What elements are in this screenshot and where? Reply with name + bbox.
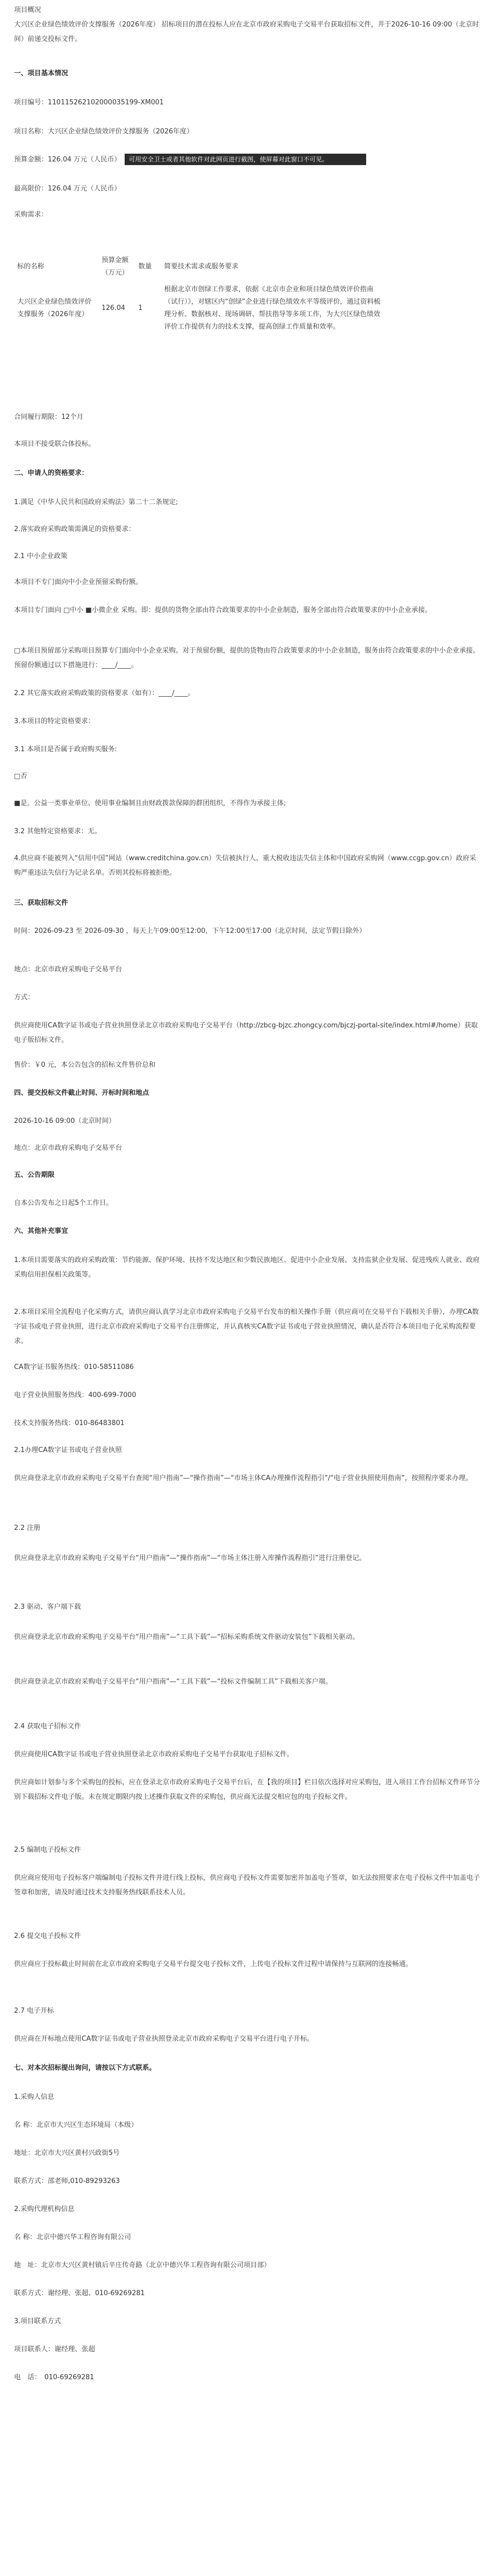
supplement-text: 2.3 驱动、客户端下载 — [14, 1603, 81, 1611]
license-hotline: 电子营业执照服务热线：400-699-7000 — [14, 1391, 137, 1399]
qualification-text: 2.2 其它落实政府采购政策的资格要求（如有）：____/____。 — [14, 689, 195, 697]
qualification-text: ■是。公益一类事业单位、使用事业编制且由财政拨款保障的群团组织，不得作为承接主体; — [14, 799, 286, 807]
section7-title: 七、对本次招标提出询问，请按以下方式联系。 — [14, 2064, 156, 2072]
qualification-text: 3.2 其他特定资格要求：无。 — [14, 828, 101, 835]
qualification-text: 3.1 本项目是否属于政府购买服务: — [14, 745, 117, 753]
document-price: 售价：￥0 元，本公告包含的招标文件售价总和 — [14, 1061, 156, 1069]
supplement-text: 供应商应于投标截止时间前在北京市政府采购电子交易平台提交电子投标文件，上传电子投标文件过程中请保持与互联网的连接畅通。 — [14, 1960, 413, 1968]
section4-title: 四、提交投标文件截止时间、开标时间和地点 — [14, 1089, 150, 1097]
notice-period: 自本公告发布之日起5个工作日。 — [14, 1199, 113, 1207]
table-cell: 126.04 — [101, 304, 125, 312]
section1-title: 一、项目基本情况 — [14, 70, 69, 77]
section2-title: 二、申请人的资格要求： — [14, 469, 89, 477]
method-text: 供应商使用CA数字证书或电子营业执照登录北京市政府采购电子交易平台（http://zbcg-bjzc.zhongcy.com/bjczj-portal-site/index.html#/home）获取电子版招标文件。 — [14, 1022, 478, 1044]
qualification-text: 本项目不专门面向中小企业预留采购份额。 — [14, 578, 143, 586]
project-contact-heading: 3.项目联系方式 — [14, 2317, 61, 2325]
supplement-text: 供应商应使用电子投标客户端编制电子投标文件并进行线上投标，供应商电子投标文件需要加密并加盖电子签章，如无法按照要求在电子投标文件中加盖电子签章和加密，请及时通过技术支持服务热线联系技术人员。 — [14, 1874, 480, 1896]
overview-intro: 大兴区企业绿色绩效评价支撑服务（2026年度） 招标项目的潜在投标人应在北京市政府采购电子交易平台获取招标文件，并于2026-10-16 09:00（北京时间）前递交投标文件。 — [14, 21, 479, 43]
table-cell: 1 — [138, 304, 143, 312]
buyer-contact: 联系方式：邵老师,010-89293263 — [14, 2177, 120, 2185]
table-header: 标的名称 — [17, 263, 45, 270]
section5-title: 五、公告期限 — [14, 1171, 55, 1179]
project-name: 项目名称：大兴区企业绿色绩效评价支撑服务（2026年度） — [14, 128, 194, 135]
supplement-text: 2.2 注册 — [14, 1524, 41, 1532]
project-number: 项目编号：110115262102000035199-XM001 — [14, 99, 164, 106]
supplement-text: 2.4 获取电子招标文件 — [14, 1723, 81, 1730]
buyer-heading: 1.采购人信息 — [14, 2093, 55, 2101]
qualification-text: 1.满足《中华人民共和国政府采购法》第二十二条规定; — [14, 498, 178, 506]
supplement-text: 2.7 电子开标 — [14, 2007, 54, 2015]
project-contact-phone: 电 话： 010-69269281 — [14, 2374, 95, 2381]
supplement-text: 2.1办理CA数字证书或电子营业执照 — [14, 1446, 122, 1454]
qualification-text: 2.落实政府采购政策需满足的资格要求： — [14, 525, 136, 533]
supplement-text: 供应商使用CA数字证书或电子营业执照登录北京市政府采购电子交易平台获取电子招标文件。 — [14, 1751, 293, 1758]
table-header: 预算金额（万元） — [101, 256, 129, 277]
supplement-text: 1.本项目需要落实的政府采购政策：节约能源、保护环境、扶持不发达地区和少数民族地区、促进中小企业发展、支持监狱企业发展、促进残疾人就业、政府采购信用担保相关政策等。 — [14, 1256, 480, 1279]
agency-heading: 2.采购代理机构信息 — [14, 2205, 75, 2213]
deadline-place: 地点：北京市政府采购电子交易平台 — [14, 1144, 123, 1152]
deadline-time: 2026-10-16 09:00（北京时间） — [14, 1117, 116, 1125]
agency-address: 地 址：北京市大兴区黄村镇后辛庄传奇路（北京中德兴华工程咨询有限公司项目部） — [14, 2261, 271, 2269]
supplement-text: 供应商登录北京市政府采购电子交易平台“用户指南”—“工具下载”—“招标采购系统文件驱动安装包”下载相关驱动。 — [14, 1633, 359, 1641]
agency-contact: 联系方式：谢经理、张超、010-69269281 — [14, 2289, 145, 2297]
table-cell: 根据北京市创绿工作要求，依据《北京市企业和项目绿色绩效评价指南（试行）》，对辖区内“创绿”企业进行绿色绩效水平等级评价，通过资料梳理分析、数据核对、现场调研、帮扶指导等多项工作，为大兴区绿色绩效评价工作提供有力的技术支撑，提高创绿工作质量和效率。 — [164, 286, 381, 331]
buyer-name: 名 称：北京市大兴区生态环境局（本级） — [14, 2121, 138, 2129]
max-price: 最高限价：126.04 万元（人民币） — [14, 185, 121, 193]
qualification-text: □本项目预留部分采购项目预算专门面向中小企业采购。对于预留份额，提供的货物由符合政策要求的中小企业制造，服务由符合政策要求的中小企业承接。预留份额通过以下措施进行：____/____。 — [14, 647, 480, 669]
consortium-note: 本项目不接受联合体投标。 — [14, 440, 96, 448]
ca-hotline: CA数字证书服务热线：010-58511086 — [14, 1363, 134, 1371]
qualification-text: 本项目专门面向 □中小 ■小微企业 采购。即：提供的货物全部由符合政策要求的中小企业制造，服务全部由符合政策要求的中小企业承接。 — [14, 606, 432, 614]
supplement-text: 供应商在开标地点使用CA数字证书或电子营业执照登录北京市政府采购电子交易平台进行电子开标。 — [14, 2035, 314, 2043]
requirements-table — [14, 252, 388, 335]
supplement-text: 2.5 编制电子投标文件 — [14, 1846, 81, 1854]
qualification-text: 3.本项目的特定资格要求： — [14, 717, 95, 725]
qualification-text: 4.供应商不能被列入“信用中国”网站（www.creditchina.gov.cn）失信被执行人、重大税收违法失信主体和中国政府采购网（www.ccgp.gov.cn）政府采购严重违法失信行为记录名单。否则其投标将被拒绝。 — [14, 855, 476, 877]
supplement-text: 供应商登录北京市政府采购电子交易平台“用户指南”—“工具下载”—“投标文件编制工具”下载相关客户端。 — [14, 1678, 332, 1686]
overview-heading: 项目概况 — [14, 6, 42, 14]
supplement-text: 2.本项目采用全流程电子化采购方式，请供应商认真学习北京市政府采购电子交易平台发布的相关操作手册（供应商可在交易平台下载相关手册），办理CA数字证书或电子营业执照，进行北京市政府采购电子交易平台注册绑定，并认真核实CA数字证书或电子营业执照情况，确认是否符合本项目电子化采购流程要求。 — [14, 1308, 479, 1345]
budget-amount: 预算金额：126.04 万元（人民币） — [14, 156, 121, 164]
table-cell: 大兴区企业绿色绩效评价支撑服务（2026年度） — [17, 298, 92, 318]
buyer-address: 地址：北京市大兴区黄村兴政街5号 — [14, 2149, 120, 2157]
qualification-text: □否 — [14, 772, 28, 780]
document-time: 时间：2026-09-23 至 2026-09-30 ，每天上午09:00至12:00，下午12:00至17:00（北京时间，法定节假日除外） — [14, 927, 366, 935]
requirements-label: 采购需求： — [14, 211, 48, 219]
supplement-text: 供应商如计划参与多个采购包的投标，应在登录北京市政府采购电子交易平台后，在【我的项目】栏目依次选择对应采购包，进入项目工作台招标文件环节分别下载招标文件电子版。未在规定期限内按上述操作获取文件的采购包，供应商无法提交相应包的电子投标文件。 — [14, 1779, 480, 1801]
supplement-text: 2.6 提交电子投标文件 — [14, 1932, 81, 1940]
method-label: 方式： — [14, 994, 35, 1001]
agency-name: 名 称：北京中德兴华工程咨询有限公司 — [14, 2233, 131, 2241]
document-place: 地点：北京市政府采购电子交易平台 — [14, 966, 123, 973]
qualification-text: 2.1 中小企业政策 — [14, 552, 68, 560]
table-header: 简要技术需求或服务要求 — [164, 263, 239, 270]
contract-period: 合同履行期限：12个月 — [14, 413, 84, 421]
table-header-row — [14, 252, 388, 281]
supplement-text: 供应商登录北京市政府采购电子交易平台“用户指南”—“操作指南”—“市场主体注册入库操作流程指引”进行注册登记。 — [14, 1554, 366, 1562]
table-header: 数量 — [138, 263, 152, 270]
screenshot-tooltip: 可用安全卫士或者其他软件对此网页进行截图，使屏幕对此窗口不可见。 — [125, 154, 366, 165]
table-row — [14, 281, 388, 335]
support-hotline: 技术支持服务热线：010-86483801 — [14, 1419, 125, 1427]
project-contact-person: 项目联系人：谢经理、张超 — [14, 2345, 96, 2353]
supplement-text: 供应商登录北京市政府采购电子交易平台查阅“用户指南”—“操作指南”—“市场主体CA办理操作流程指引”/“电子营业执照使用指南”，按照程序要求办理。 — [14, 1474, 473, 1482]
section3-title: 三、获取招标文件 — [14, 899, 69, 907]
section6-title: 六、其他补充事宜 — [14, 1227, 69, 1235]
